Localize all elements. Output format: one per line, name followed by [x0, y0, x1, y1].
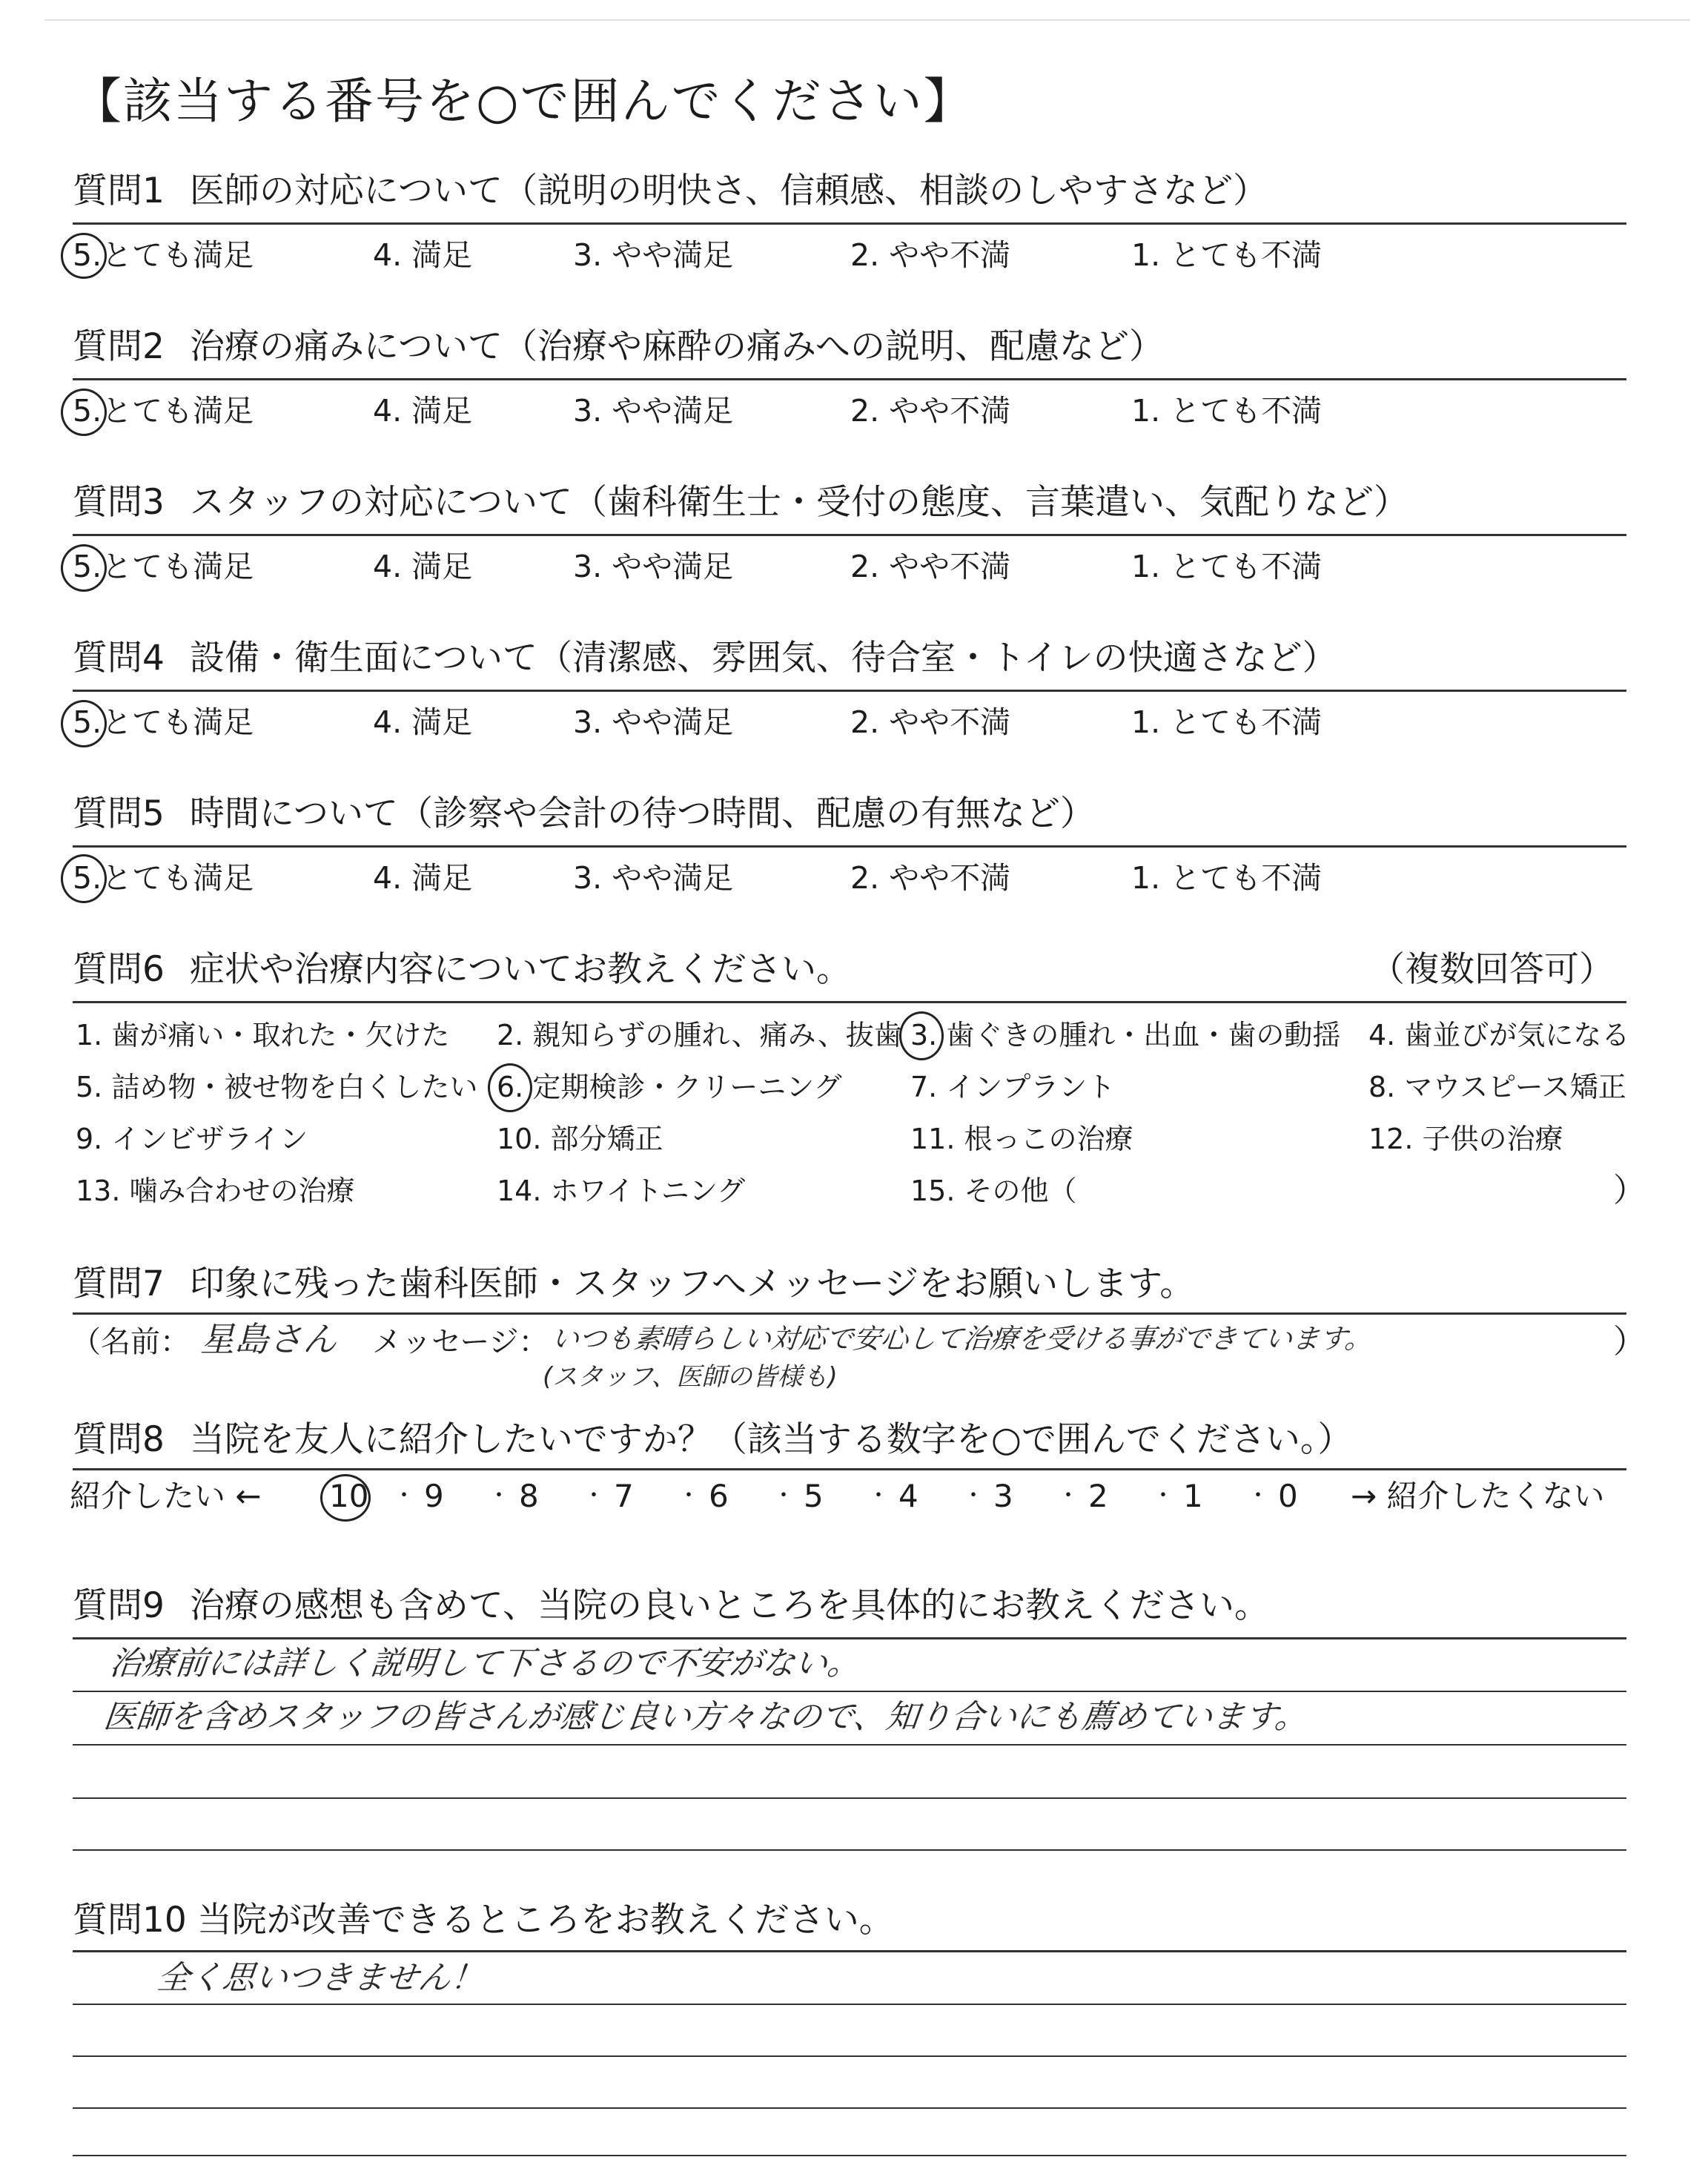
q1-option-2[interactable]: 2. やや不満 [850, 237, 1011, 273]
divider [73, 222, 1626, 225]
question-number: 質問2 [73, 326, 165, 367]
question-number: 質問9 [73, 1585, 165, 1626]
scale-value-9[interactable]: 9 [424, 1478, 444, 1514]
message-closing-paren: ） [1613, 1323, 1646, 1361]
question-text: 医師の対応について（説明の明快さ、信頼感、相談のしやすさなど） [189, 171, 1268, 211]
divider [73, 690, 1626, 692]
q6-option-9[interactable]: 9. インビザライン [76, 1123, 308, 1155]
scale-separator: ・ [393, 1483, 415, 1509]
message-label: メッセージ： [372, 1325, 549, 1359]
q6-option-7[interactable]: 7. インプラント [910, 1071, 1116, 1103]
q6-option-12[interactable]: 12. 子供の治療 [1368, 1123, 1563, 1155]
divider [73, 1001, 1626, 1003]
question-number: 質問10 [73, 1900, 187, 1941]
scale-separator: ・ [772, 1483, 795, 1509]
handwritten-name: 星島さん [200, 1319, 337, 1359]
q2-option-5[interactable]: 5.とても満足 [73, 393, 254, 429]
divider [73, 378, 1626, 380]
q5-option-2[interactable]: 2. やや不満 [850, 860, 1011, 896]
q3-option-3[interactable]: 3. やや満足 [573, 549, 734, 584]
answer-line [73, 1744, 1626, 1745]
scale-separator: ・ [678, 1483, 700, 1509]
recommend-right-label: → 紹介したくない [1351, 1478, 1605, 1514]
question-7 [73, 1261, 1194, 1308]
scale-separator: ・ [488, 1483, 510, 1509]
divider [73, 845, 1626, 848]
question-text: 治療の感想も含めて、当院の良いところを具体的にお教えください。 [189, 1585, 1269, 1626]
q2-option-2[interactable]: 2. やや不満 [850, 393, 1011, 429]
q5-option-5[interactable]: 5.とても満足 [73, 860, 254, 896]
q3-option-4[interactable]: 4. 満足 [373, 549, 473, 584]
question-9 [73, 1582, 1269, 1630]
q2-option-1[interactable]: 1. とても不満 [1131, 393, 1323, 429]
q1-option-1[interactable]: 1. とても不満 [1131, 237, 1323, 273]
scale-value-4[interactable]: 4 [898, 1478, 918, 1514]
q6-option-11[interactable]: 11. 根っこの治療 [910, 1123, 1133, 1155]
scale-value-5[interactable]: 5 [804, 1478, 824, 1514]
q3-option-5[interactable]: 5.とても満足 [73, 549, 254, 584]
question-text: 当院を友人に紹介したいですか？（該当する数字を○で囲んでください。） [189, 1419, 1353, 1460]
question-2 [73, 323, 1164, 371]
question-number: 質問5 [73, 793, 165, 834]
q6-option-5[interactable]: 5. 詰め物・被せ物を白くしたい [76, 1071, 478, 1103]
other-closing-paren: ） [1613, 1172, 1646, 1209]
answer-line [73, 2055, 1626, 2057]
question-4 [73, 635, 1337, 682]
q2-option-4[interactable]: 4. 満足 [373, 393, 473, 429]
scale-value-7[interactable]: 7 [614, 1478, 634, 1514]
q1-option-5[interactable]: 5.とても満足 [73, 237, 254, 273]
question-8 [73, 1416, 1352, 1464]
q6-option-6[interactable]: 6. 定期検診・クリーニング [497, 1071, 842, 1103]
scale-value-0[interactable]: 0 [1278, 1478, 1298, 1514]
scale-separator: ・ [1152, 1483, 1174, 1509]
scale-separator: ・ [867, 1483, 890, 1509]
handwritten-answer: 医師を含めスタッフの皆さんが感じ良い方々なので、知り合いにも薦めています。 [102, 1698, 1310, 1736]
scale-separator: ・ [583, 1483, 605, 1509]
question-number: 質問1 [73, 171, 165, 211]
q5-option-4[interactable]: 4. 満足 [373, 860, 473, 896]
q6-option-3[interactable]: 3. 歯ぐきの腫れ・出血・歯の動揺 [910, 1019, 1341, 1051]
scale-separator: ・ [1247, 1483, 1269, 1509]
answer-line [73, 1849, 1626, 1851]
scale-separator: ・ [1057, 1483, 1079, 1509]
q2-option-3[interactable]: 3. やや満足 [573, 393, 734, 429]
handwritten-answer: 治療前には詳しく説明して下さるので不安がない。 [107, 1645, 862, 1682]
answer-line [73, 1797, 1626, 1799]
answer-line [73, 2107, 1626, 2109]
q1-option-4[interactable]: 4. 満足 [373, 237, 473, 273]
q5-option-3[interactable]: 3. やや満足 [573, 860, 734, 896]
multiple-answers-note: （複数回答可） [1370, 949, 1614, 990]
q4-option-2[interactable]: 2. やや不満 [850, 704, 1011, 740]
question-number: 質問4 [73, 638, 165, 678]
top-border [44, 19, 1690, 21]
page-title: 【該当する番号を○で囲んでください】 [73, 73, 974, 130]
scale-value-2[interactable]: 2 [1088, 1478, 1108, 1514]
divider [73, 1312, 1626, 1315]
divider [73, 1950, 1626, 1952]
q4-option-3[interactable]: 3. やや満足 [573, 704, 734, 740]
question-text: 印象に残った歯科医師・スタッフへメッセージをお願いします。 [189, 1264, 1195, 1304]
divider [73, 534, 1626, 536]
q6-option-10[interactable]: 10. 部分矯正 [497, 1123, 663, 1155]
question-number: 質問7 [73, 1264, 165, 1304]
question-10 [73, 1897, 894, 1944]
q6-option-1[interactable]: 1. 歯が痛い・取れた・欠けた [76, 1019, 450, 1051]
q6-option-2[interactable]: 2. 親知らずの腫れ、痛み、抜歯 [497, 1019, 902, 1051]
name-label: （名前： [71, 1325, 190, 1359]
question-text: スタッフの対応について（歯科衛生士・受付の態度、言葉遣い、気配りなど） [189, 482, 1409, 523]
q3-option-2[interactable]: 2. やや不満 [850, 549, 1011, 584]
scale-value-6[interactable]: 6 [709, 1478, 729, 1514]
divider [73, 1637, 1626, 1639]
question-text: 当院が改善できるところをお教えください。 [196, 1900, 894, 1941]
divider [73, 1468, 1626, 1470]
q6-option-8[interactable]: 8. マウスピース矯正 [1368, 1071, 1626, 1103]
question-text: 時間について（診察や会計の待つ時間、配慮の有無など） [189, 793, 1095, 834]
q4-option-4[interactable]: 4. 満足 [373, 704, 473, 740]
scale-value-8[interactable]: 8 [519, 1478, 539, 1514]
scale-separator: ・ [962, 1483, 984, 1509]
answer-line [73, 1691, 1626, 1692]
question-number: 質問6 [73, 949, 165, 990]
question-number: 質問8 [73, 1419, 165, 1460]
question-5 [73, 790, 1095, 838]
question-number: 質問3 [73, 482, 165, 523]
q1-option-3[interactable]: 3. やや満足 [573, 237, 734, 273]
q4-option-5[interactable]: 5.とても満足 [73, 704, 254, 740]
question-6 [73, 946, 851, 994]
question-text: 治療の痛みについて（治療や麻酔の痛みへの説明、配慮など） [189, 326, 1165, 367]
question-text: 症状や治療内容についてお教えください。 [189, 949, 851, 990]
scale-value-3[interactable]: 3 [993, 1478, 1013, 1514]
question-text: 設備・衛生面について（清潔感、雰囲気、待合室・トイレの快適さなど） [189, 638, 1337, 678]
question-3 [73, 479, 1409, 526]
answer-line [73, 2155, 1626, 2156]
handwritten-message: いつも素晴らしい対応で安心して治療を受ける事ができています。 [549, 1323, 1374, 1355]
q3-option-1[interactable]: 1. とても不満 [1131, 549, 1323, 584]
q4-option-1[interactable]: 1. とても不満 [1131, 704, 1323, 740]
answer-line [73, 2004, 1626, 2005]
q6-option-13[interactable]: 13. 噛み合わせの治療 [76, 1175, 355, 1207]
handwritten-message-note: (スタッフ、医師の皆様も) [543, 1362, 838, 1392]
q6-option-14[interactable]: 14. ホワイトニング [497, 1175, 746, 1207]
q5-option-1[interactable]: 1. とても不満 [1131, 860, 1323, 896]
handwritten-answer: 全く思いつきません！ [155, 1959, 486, 1997]
recommend-left-label: 紹介したい ← [70, 1478, 262, 1514]
question-1 [73, 168, 1268, 215]
q6-option-4[interactable]: 4. 歯並びが気になる [1368, 1019, 1630, 1051]
q6-option-15[interactable]: 15. その他（ [910, 1175, 1077, 1207]
scale-value-1[interactable]: 1 [1183, 1478, 1203, 1514]
scale-value-10[interactable]: 10 [329, 1478, 369, 1514]
